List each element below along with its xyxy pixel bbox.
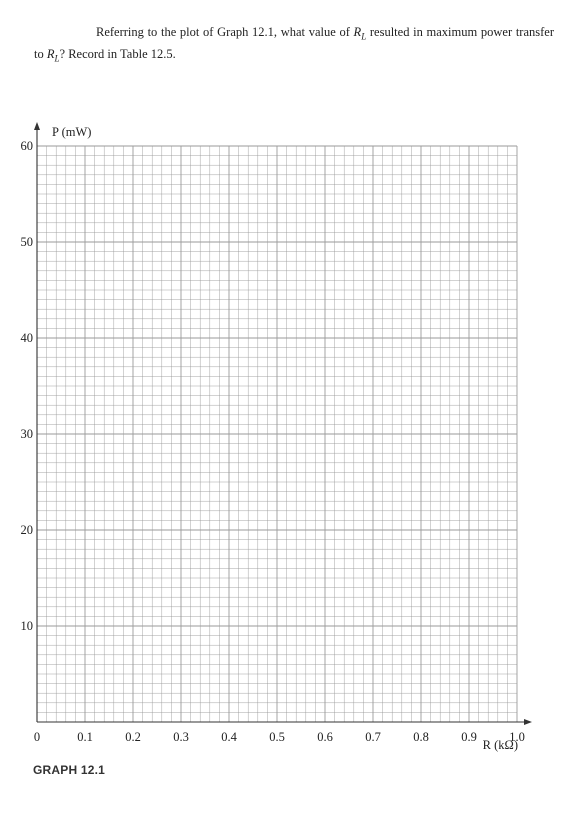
x-tick-label: 0.9: [461, 730, 477, 744]
var-r-load-2: R: [46, 46, 55, 61]
x-tick-label: 0.3: [173, 730, 189, 744]
sub-l: L: [361, 31, 367, 42]
x-tick-label: 0.8: [413, 730, 429, 744]
question-line2-suffix: ? Record in Table 12.5.: [59, 46, 176, 61]
x-tick-label: 0.5: [269, 730, 285, 744]
question-line2-prefix: transfer to: [34, 25, 554, 61]
question-line1-prefix: Referring to the plot of Graph 12.1, what value of: [96, 25, 354, 39]
sub-l-2: L: [54, 53, 60, 63]
y-tick-label: 60: [20, 139, 33, 153]
tick-labels: [21, 139, 525, 744]
x-tick-label: 0: [33, 730, 41, 744]
graph-caption: GRAPH 12.1: [33, 763, 106, 777]
y-tick-label: 20: [20, 523, 33, 537]
grid-lines: [37, 146, 517, 722]
y-tick-label: 10: [20, 619, 33, 633]
x-tick-label: 1.0: [509, 730, 525, 744]
y-tick-label: 40: [20, 331, 33, 345]
y-axis-label: P (mW): [52, 125, 92, 139]
var-r-load: R: [353, 25, 362, 39]
x-tick-label: 0.7: [365, 730, 381, 744]
x-tick-label: 0.1: [77, 730, 93, 744]
x-axis-label: R (kΩ): [482, 738, 518, 752]
x-tick-label: 0.4: [221, 730, 237, 744]
axes: [34, 122, 532, 725]
x-tick-label: 0.6: [317, 730, 333, 744]
y-tick-label: 50: [20, 235, 33, 249]
y-tick-label: 30: [20, 427, 33, 441]
x-tick-label: 0.2: [125, 730, 141, 744]
x-axis-arrow: [524, 719, 532, 725]
y-axis-arrow: [34, 122, 40, 130]
question-line1-suffix: resulted in maximum power: [366, 25, 513, 39]
